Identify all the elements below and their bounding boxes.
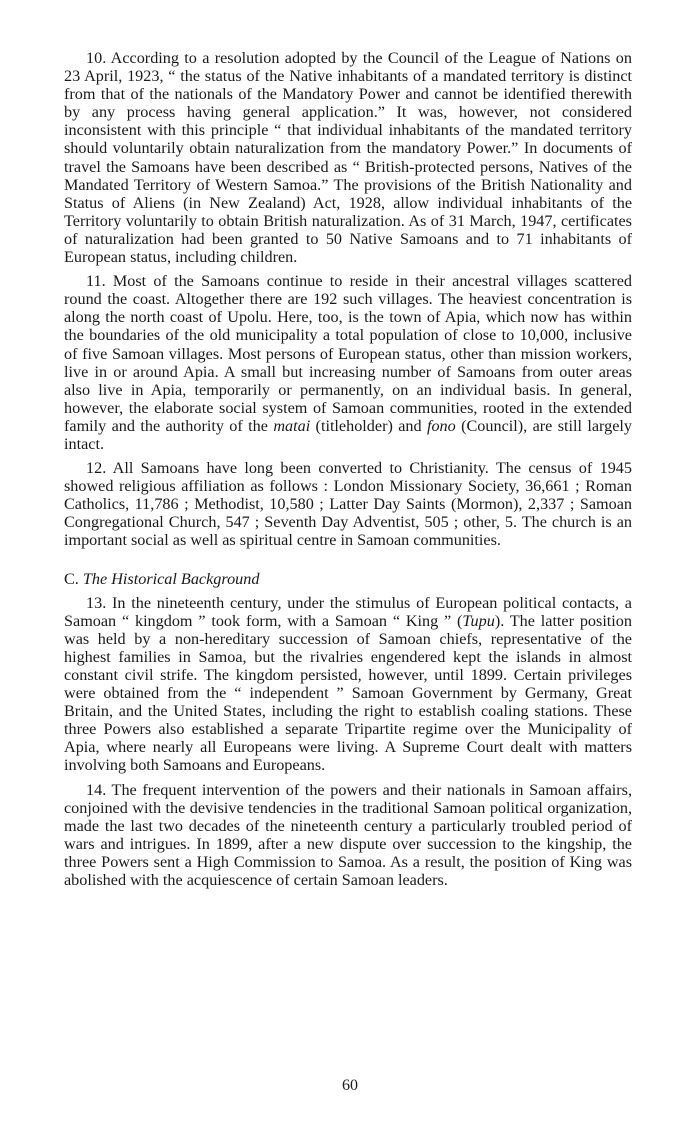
tupu-term: Tupu (462, 611, 495, 630)
document-page (64, 49, 632, 889)
section-title: The Historical Background (82, 569, 260, 588)
paragraph-10: 10. According to a resolution adopted by the Council of the League of Nations on 23 April, 1923, “ the status of the Native inhabitants of a mandated territory is distinct from that of the nationals of the Mandatory Power and cannot be identified therewith by any process having general application.” It was, however, not considered inconsistent with this principle “ that individual inhabitants of the mandated territory should voluntarily obtain naturalization from the mandatory Power.” In documents of travel the Samoans have been described as “ British-protected persons, Natives of the Mandated Territory of Western Samoa.” The provisions of the British Nationality and Status of Aliens (in New Zealand) Act, 1928, allow individual inhabitants of the Territory voluntarily to obtain British naturalization. As of 31 March, 1947, certificates of naturalization had been granted to 50 Native Samoans and to 71 inhabitants of European status, including children. (64, 49, 632, 267)
paragraph-13-text-a: 13. In the nineteenth century, under the stimulus of European political contacts, a Samoan “ kingdom ” took form, with a Samoan “ King ” ( (64, 593, 632, 630)
paragraph-11-text-c: (Council), are still largely intact. (64, 416, 632, 453)
section-heading (64, 570, 632, 588)
paragraph-11-text-b: (titleholder) and (310, 416, 427, 435)
matai-term: matai (273, 416, 311, 435)
page-number: 60 (342, 1077, 358, 1094)
fono-term: fono (426, 416, 456, 435)
paragraph-11 (64, 272, 632, 453)
paragraph-11-text-a: 11. Most of the Samoans continue to reside in their ancestral villages scattered round the coast. Altogether there are 192 such villages. The heaviest concentration is along the north coast of Upolu. Here, too, is the town of Apia, which now has within the boundaries of the old municipality a total population of close to 10,000, inclusive of five Samoan villages. Most persons of European status, other than mission workers, live in or around Apia. A small but increasing number of Samoans from outer areas also live in Apia, temporarily or permanently, on an individual basis. In general, however, the elaborate social system of Samoan communities, rooted in the extended family and the authority of the (64, 272, 632, 435)
paragraph-13 (64, 594, 632, 775)
section-letter: C. (64, 569, 79, 588)
paragraph-13-text-b: ). The latter position was held by a non-hereditary succession of Samoan chiefs, representative of the highest families in Samoa, but the rivalries engendered kept the islands in almost constant civil strife. The kingdom persisted, however, until 1899. Certain privileges were obtained from the “ independent ” Samoan Government by Germany, Great Britain, and the United States, including the right to establish coaling stations. These three Powers also established a separate Tripartite regime over the Municipality of Apia, where nearly all Europeans were living. A Supreme Court dealt with matters involving both Samoans and Europeans. (64, 611, 632, 775)
paragraph-12: 12. All Samoans have long been converted to Christianity. The census of 1945 showed religious affiliation as follows : London Missionary Society, 36,661 ; Roman Catholics, 11,786 ; Methodist, 10,580 ; Latter Day Saints (Mormon), 2,337 ; Samoan Congregational Church, 547 ; Seventh Day Adventist, 505 ; other, 5. The church is an important social as well as spiritual centre in Samoan communities. (64, 459, 632, 550)
paragraph-14: 14. The frequent intervention of the powers and their nationals in Samoan affairs, conjoined with the devisive tendencies in the traditional Samoan political organization, made the last two decades of the nineteenth century a particularly troubled period of wars and intrigues. In 1899, after a new dispute over succession to the kingship, the three Powers sent a High Commission to Samoa. As a result, the position of King was abolished with the acquiescence of certain Samoan leaders. (64, 780, 632, 890)
